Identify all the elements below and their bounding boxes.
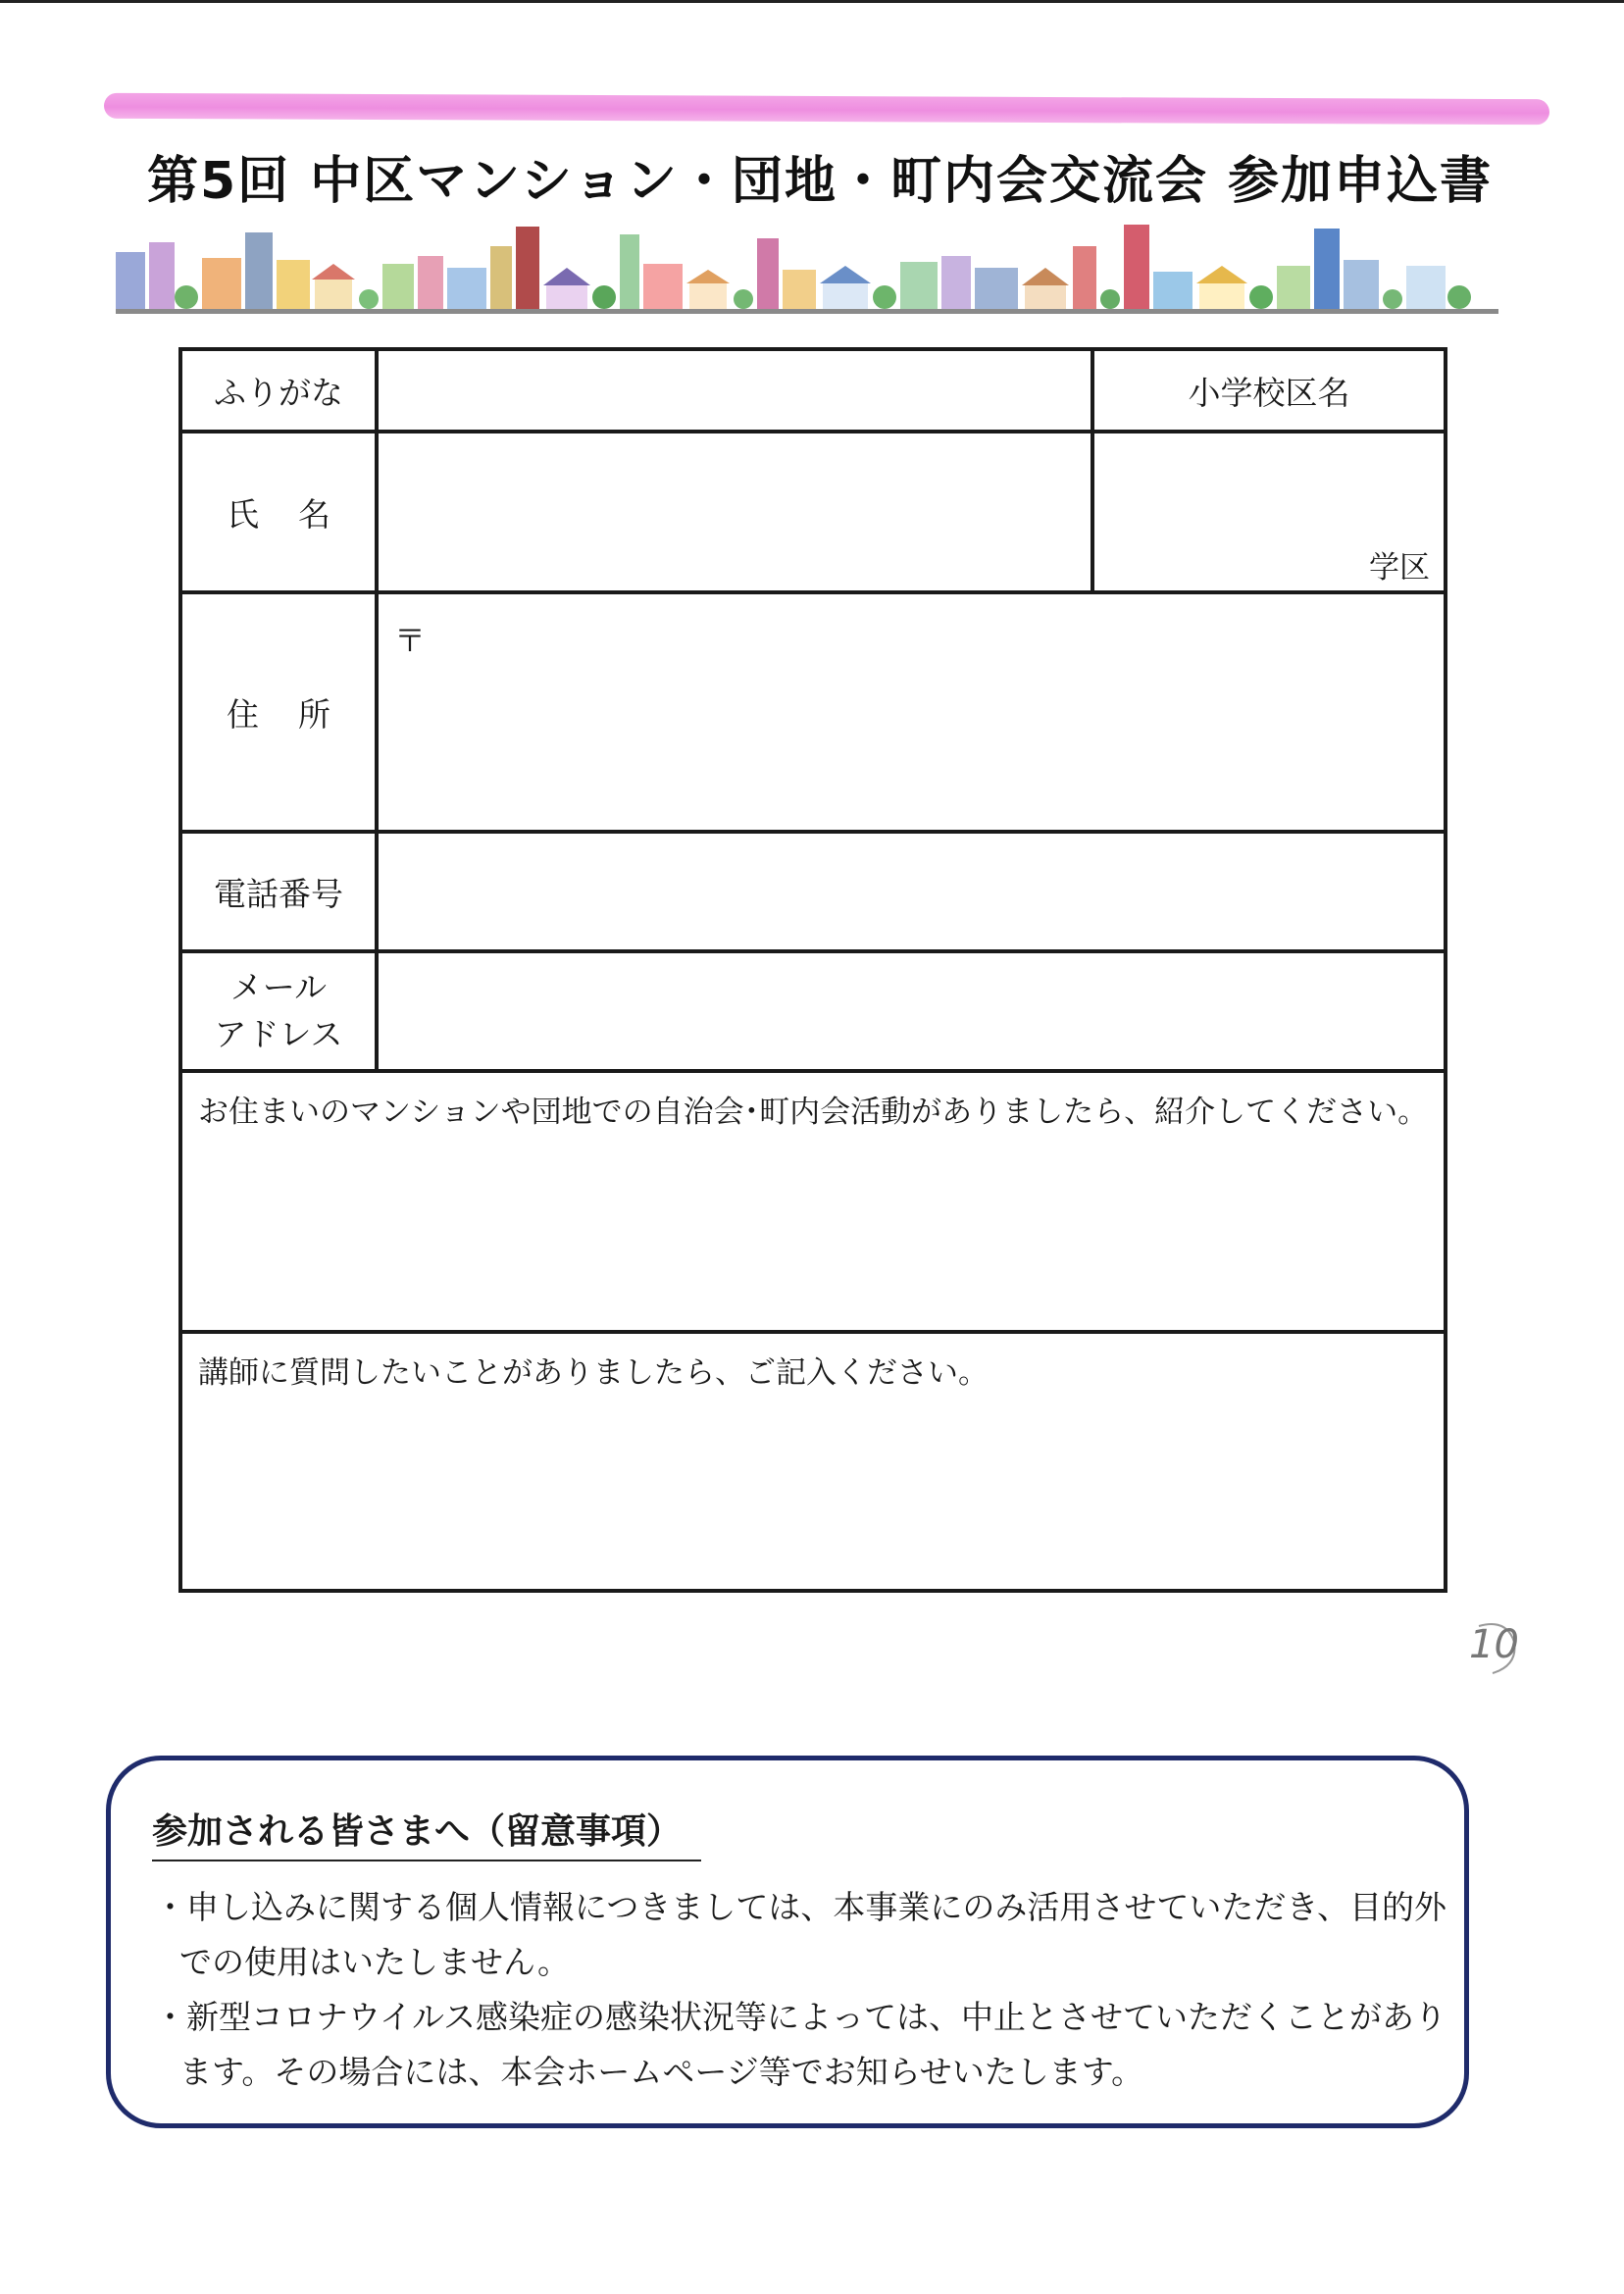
furigana-input[interactable]	[377, 349, 1092, 432]
email-row	[180, 951, 1446, 1071]
address-label: 住所	[180, 592, 377, 832]
postal-mark: 〒	[394, 622, 427, 659]
notice-title: 参加される皆さまへ（留意事項）	[152, 1804, 701, 1861]
notice-item-covid: ・新型コロナウイルス感染症の感染状況等によっては、中止とさせていただくことがあります。その場合には、本会ホームページ等でお知らせいたします。	[154, 1998, 1447, 2091]
email-input[interactable]	[377, 951, 1446, 1071]
question-prompt: 講師に質問したいことがありましたら、ご記入ください。	[198, 1355, 989, 1391]
phone-row	[180, 832, 1446, 951]
email-label	[180, 951, 377, 1071]
name-row	[180, 432, 1446, 592]
city-skyline-illustration	[116, 221, 1498, 314]
name-input[interactable]	[377, 432, 1092, 592]
school-district-suffix: 学区	[1369, 550, 1430, 586]
school-district-input[interactable]	[1092, 432, 1446, 592]
notice-item-privacy: ・申し込みに関する個人情報につきましては、本事業にのみ活用させていただき、目的外での使用はいたしません。	[154, 1888, 1447, 1981]
phone-label: 電話番号	[180, 832, 377, 951]
page-number	[1459, 1616, 1522, 1679]
activity-prompt: お住まいのマンションや団地での自治会･町内会活動がありましたら、紹介してください。	[198, 1095, 1429, 1130]
address-row	[180, 592, 1446, 832]
question-row	[180, 1332, 1446, 1591]
email-label-line1: メール	[229, 968, 328, 1006]
question-input[interactable]	[180, 1332, 1446, 1591]
furigana-label: ふりがな	[180, 349, 377, 432]
activity-input[interactable]	[180, 1071, 1446, 1332]
title-highlight-band	[104, 93, 1549, 125]
notice-box	[106, 1756, 1469, 2128]
address-input[interactable]	[377, 592, 1446, 832]
page-number-text: 10	[1469, 1622, 1519, 1667]
furigana-row	[180, 349, 1446, 432]
notice-list	[154, 1880, 1448, 2100]
application-form-table	[178, 347, 1447, 1593]
school-district-label: 小学校区名	[1092, 349, 1446, 432]
email-label-line2: アドレス	[214, 1015, 343, 1053]
activity-row	[180, 1071, 1446, 1332]
top-edge-line	[0, 0, 1624, 3]
skyline-buildings	[116, 225, 1498, 314]
page-title: 第5回 中区マンション・団地・町内会交流会 参加申込書	[147, 152, 1494, 211]
name-label: 氏名	[180, 432, 377, 592]
phone-input[interactable]	[377, 832, 1446, 951]
